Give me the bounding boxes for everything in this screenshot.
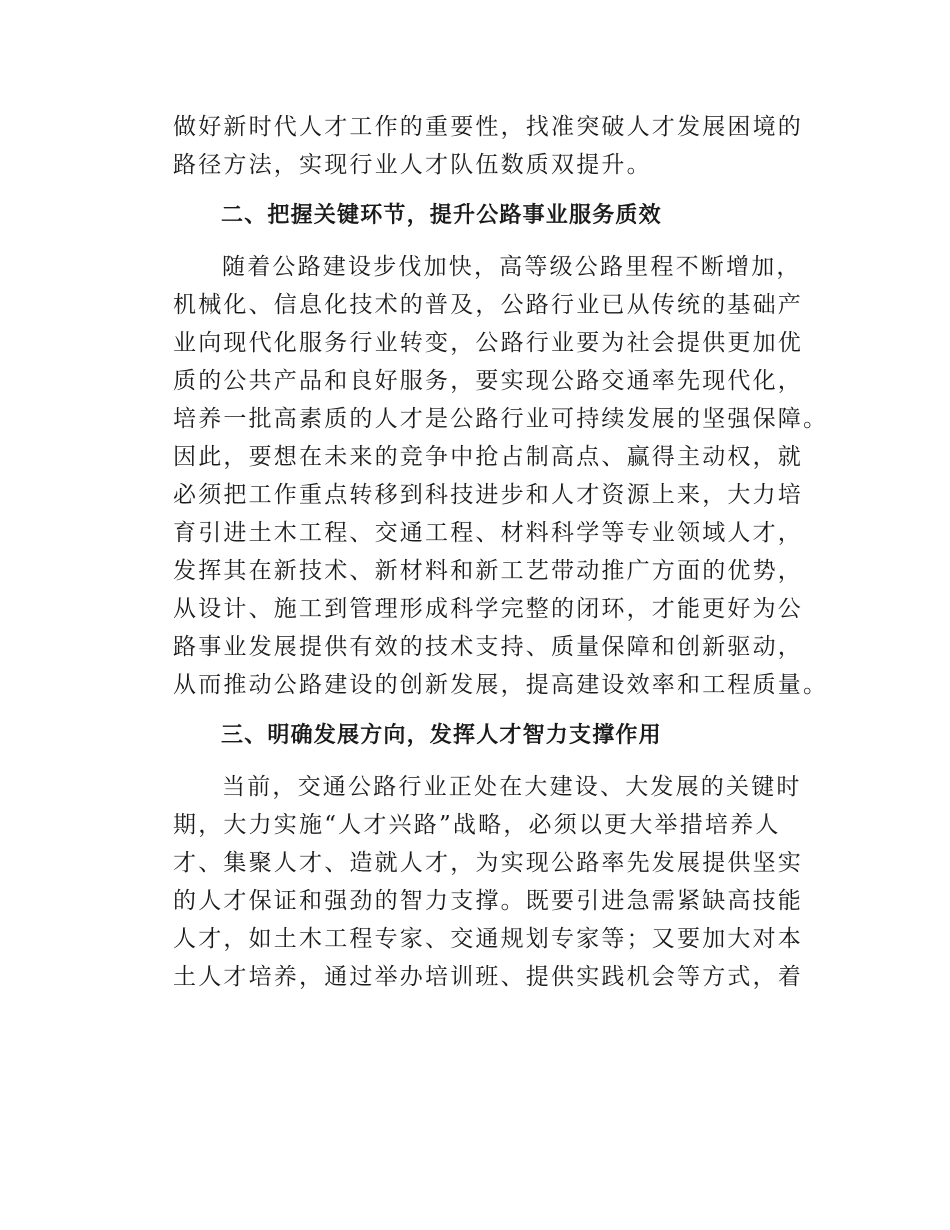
text-line: 育引进土木工程、交通工程、材料科学等专业领域人才， [173,520,803,546]
text-line: 从设计、施工到管理形成科学完整的闭环，才能更好为公 [173,596,803,622]
section-3-paragraph [173,768,813,996]
text-line: 人才，如土木工程专家、交通规划专家等；又要加大对本 [173,926,803,952]
text-line: 土人才培养，通过举办培训班、提供实践机会等方式，着 [173,964,803,990]
text-line: 才、集聚人才、造就人才，为实现公路率先发展提供坚实 [173,850,803,876]
text-line: 期，大力实施“人才兴路”战略，必须以更大举措培养人 [173,812,781,838]
intro-paragraph [173,108,813,184]
text-line: 的人才保证和强劲的智力支撑。既要引进急需紧缺高技能 [173,888,803,914]
text-line: 路事业发展提供有效的技术支持、质量保障和创新驱动， [173,634,803,660]
text-line: 必须把工作重点转移到科技进步和人才资源上来，大力培 [173,482,803,508]
text-line: 从而推动公路建设的创新发展，提高建设效率和工程质量。 [173,672,829,698]
text-line: 机械化、信息化技术的普及，公路行业已从传统的基础产 [173,292,803,318]
section-heading-3: 三、明确发展方向，发挥人才智力支撑作用 [221,723,662,748]
text-line: 培养一批高素质的人才是公路行业可持续发展的坚强保障。 [173,406,829,432]
text-line: 业向现代化服务行业转变，公路行业要为社会提供更加优 [173,330,803,356]
document-body [173,108,829,996]
section-2-paragraph [173,248,829,704]
text-line: 路径方法，实现行业人才队伍数质双提升。 [173,152,652,178]
text-line: 随着公路建设步伐加快，高等级公路里程不断增加， [222,254,802,280]
text-line: 发挥其在新技术、新材料和新工艺带动推广方面的优势， [173,558,803,584]
text-line: 做好新时代人才工作的重要性，找准突破人才发展困境的 [173,114,803,140]
text-line: 质的公共产品和良好服务，要实现公路交通率先现代化， [173,368,803,394]
text-line: 因此，要想在未来的竞争中抢占制高点、赢得主动权，就 [173,444,803,470]
section-heading-2: 二、把握关键环节，提升公路事业服务质效 [221,203,662,228]
text-line: 当前，交通公路行业正处在大建设、大发展的关键时 [222,774,802,800]
